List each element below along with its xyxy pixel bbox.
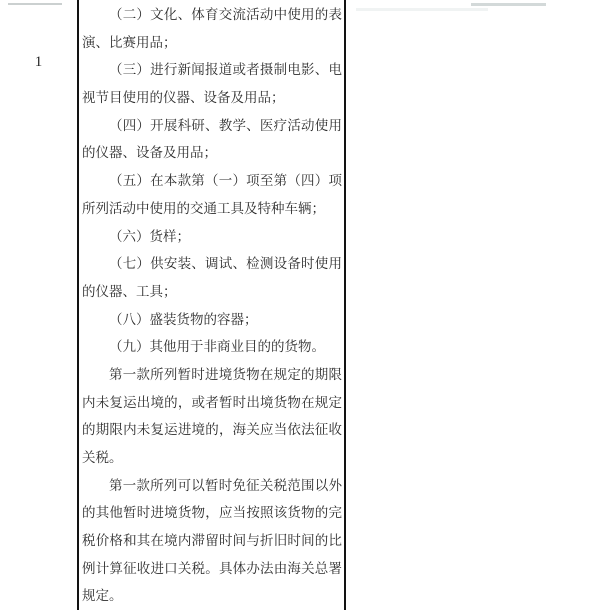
text-line: （五）在本款第（一）项至第（四）项 xyxy=(109,173,342,189)
text-line: 的期限内未复运进境的，海关应当依法征收 xyxy=(82,422,342,438)
text-line: 内未复运出境的，或者暂时出境货物在规定 xyxy=(82,394,342,410)
text-line: 的仪器、工具； xyxy=(82,283,177,299)
text-line: 规定。 xyxy=(82,588,123,604)
text-line: （二）文化、体育交流活动中使用的表 xyxy=(109,7,342,22)
margin-line-number: 1 xyxy=(34,54,43,70)
vertical-rule-right xyxy=(344,0,346,610)
text-line: 第一款所列暂时进境货物在规定的期限 xyxy=(109,366,342,382)
text-line: 演、比赛用品； xyxy=(82,34,177,50)
text-line: （八）盛装货物的容器； xyxy=(109,311,258,327)
text-line: 税价格和其在境内滞留时间与折旧时间的比 xyxy=(82,533,342,549)
text-line: （九）其他用于非商业目的的货物。 xyxy=(109,339,325,355)
vertical-rule-left xyxy=(77,0,79,610)
scan-artifact-line xyxy=(471,3,546,6)
text-line: 所列活动中使用的交通工具及特种车辆； xyxy=(82,200,325,216)
scan-artifact-smudge xyxy=(356,8,488,11)
text-line: 第一款所列可以暂时免征关税范围以外 xyxy=(109,477,342,493)
text-line: （四）开展科研、教学、医疗活动使用 xyxy=(109,117,342,133)
text-line: 的其他暂时进境货物，应当按照该货物的完 xyxy=(82,505,342,521)
text-line: （三）进行新闻报道或者摄制电影、电 xyxy=(109,62,342,78)
text-line: 的仪器、设备及用品； xyxy=(82,145,217,161)
left-margin-column xyxy=(0,0,77,610)
body-text-column xyxy=(82,1,342,610)
text-line: 视节目使用的仪器、设备及用品； xyxy=(82,90,285,106)
text-line: 例计算征收进口关税。具体办法由海关总署 xyxy=(82,560,342,576)
text-line: 关税。 xyxy=(82,450,123,465)
text-line: （六）货样； xyxy=(109,228,190,244)
text-line: （七）供安装、调试、检测设备时使用 xyxy=(109,256,342,272)
